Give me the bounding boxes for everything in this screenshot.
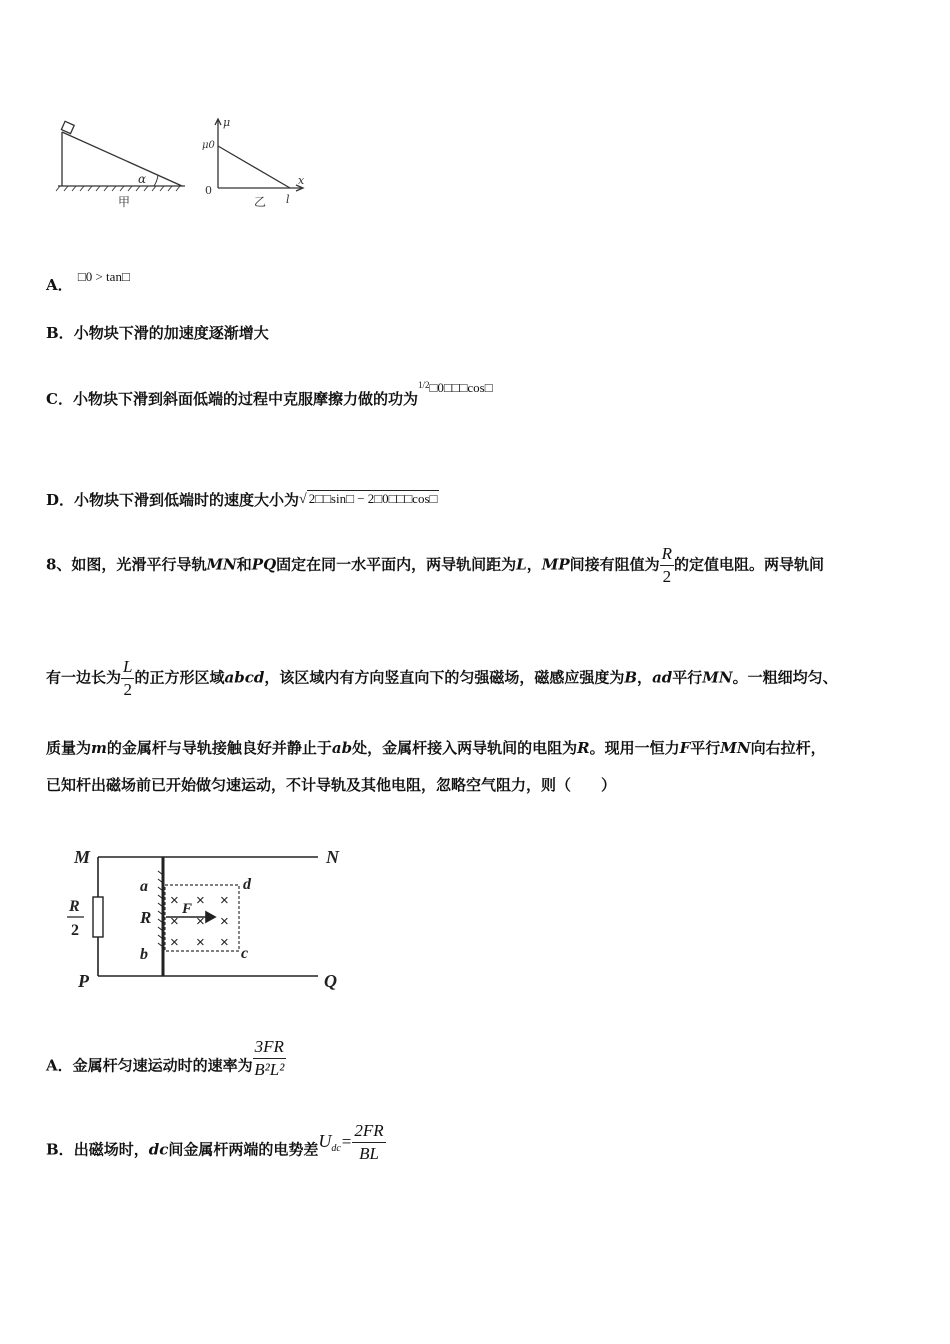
speed-fraction: $\frac{3FR}{\text{B²L²}}$ <box>254 1037 285 1079</box>
sqrt-sign-icon: √ <box>299 492 307 507</box>
q8-option-a <box>46 1037 286 1089</box>
symbol-mn: MN <box>206 555 237 574</box>
symbol-r: R <box>577 739 590 757</box>
symbol-pq: PQ <box>251 555 277 574</box>
q8-text: 的定值电阻。两导轨间 <box>674 555 825 574</box>
symbol-m: m <box>91 739 107 757</box>
x-axis-label: x <box>298 174 305 187</box>
symbol-u: U <box>318 1130 332 1151</box>
option-a-math: □0 > tan□ <box>77 269 130 284</box>
q8-text: 平行 <box>690 739 721 757</box>
q8-text: ， <box>637 668 653 687</box>
q8-text: 固定在同一水平面内，两导轨间距为 <box>276 555 517 574</box>
q8-text: 间接有阻值为 <box>569 555 660 574</box>
option-letter: A． <box>46 1056 73 1075</box>
svg-text:×: × <box>196 892 205 909</box>
q8-stem-line4: 已知杆出磁场前已开始做匀速运动，不计导轨及其他电阻，忽略空气阻力，则（ ） <box>46 776 617 794</box>
q8-text: 有一边长为 <box>46 668 122 687</box>
svg-text:×: × <box>170 913 179 930</box>
q7-option-b <box>46 323 269 343</box>
svg-text:×: × <box>196 913 205 930</box>
option-text: 出磁场时， <box>73 1140 149 1159</box>
q8-text: 的金属杆与导轨接触良好并静止于 <box>106 739 332 757</box>
q8-stem-line3 <box>46 738 826 758</box>
emf-fraction: $\frac{2FR}{BL}$ <box>354 1121 384 1163</box>
label-a: a <box>140 878 148 895</box>
q8-text: 质量为 <box>46 739 92 757</box>
option-letter: D． <box>46 491 75 509</box>
yi-label: 乙 <box>254 195 267 209</box>
q7-option-d <box>46 490 439 512</box>
q8-text: 8、如图，光滑平行导轨 <box>46 555 207 574</box>
fraction-r-over-2: $\frac{R}{2}$ <box>661 544 673 586</box>
svg-text:×: × <box>220 934 229 951</box>
resistor-value-den: 2 <box>71 922 79 939</box>
svg-text:×: × <box>170 892 179 909</box>
q7-option-c <box>46 380 493 411</box>
symbol-l: L <box>516 555 527 574</box>
option-d-math: 2□□sin□ − 2□0□□□cos□ <box>308 491 438 506</box>
q8-text: 和 <box>236 555 252 574</box>
incline-diagram <box>56 121 185 191</box>
q8-option-b <box>46 1121 386 1173</box>
friction-graph <box>215 119 303 191</box>
symbol-u-subscript: dc <box>331 1142 341 1154</box>
q8-text: 。一粗细均匀、 <box>732 668 838 687</box>
fraction-l-over-2: $\frac{L}{2}$ <box>123 657 133 699</box>
symbol-f: F <box>679 739 691 757</box>
q8-text: 处，金属杆接入两导轨间的电阻为 <box>352 739 578 757</box>
option-text: 间金属杆两端的电势差 <box>168 1140 319 1159</box>
label-d: d <box>243 876 251 893</box>
option-text: 小物块下滑到斜面低端的过程中克服摩擦力做的功为 <box>72 390 418 408</box>
option-letter: B． <box>46 1140 74 1159</box>
option-text: 小物块下滑的加速度逐渐增大 <box>73 324 269 342</box>
option-letter: B． <box>46 324 74 342</box>
label-c: c <box>241 945 249 962</box>
option-letter: A． <box>46 276 73 294</box>
symbol-mp: MP <box>541 555 570 574</box>
label-b: b <box>140 946 148 963</box>
label-p: P <box>78 971 89 991</box>
resistor-value-num: R <box>69 898 80 915</box>
svg-text:×: × <box>220 892 229 909</box>
jia-label: 甲 <box>118 195 131 209</box>
q8-text: 平行 <box>672 668 703 687</box>
option-text: 金属杆匀速运动时的速率为 <box>72 1056 253 1075</box>
figure-incline-and-friction-graph <box>50 110 320 215</box>
resistor-icon <box>93 897 103 937</box>
q8-text: 向右拉杆， <box>750 739 826 757</box>
angle-label: α <box>138 172 147 186</box>
svg-text:×: × <box>170 934 179 951</box>
option-text: 小物块下滑到低端时的速度大小为 <box>74 491 300 509</box>
symbol-mn: MN <box>720 739 751 757</box>
symbol-abcd: abcd <box>224 668 265 687</box>
mu0-label: μ0 <box>202 140 215 151</box>
q8-stem-line2 <box>46 656 838 701</box>
symbol-ad: ad <box>652 668 673 687</box>
q8-text: 的正方形区域 <box>134 668 225 687</box>
q7-option-a <box>46 269 130 296</box>
mu-axis-label: μ <box>223 116 231 129</box>
label-n: N <box>326 847 339 867</box>
option-c-coeff: 1/2 <box>417 380 430 390</box>
symbol-mn: MN <box>702 668 733 687</box>
symbol-dc: dc <box>148 1140 169 1159</box>
q8-stem-line1 <box>46 543 824 588</box>
origin-label: 0 <box>205 184 212 197</box>
field-crosses <box>170 892 229 951</box>
q8-text: 。现用一恒力 <box>589 739 680 757</box>
svg-text:×: × <box>220 913 229 930</box>
q8-text: ， <box>526 555 542 574</box>
option-letter: C． <box>46 390 73 408</box>
l-label: l <box>286 193 290 206</box>
label-f: F <box>182 901 193 917</box>
label-q: Q <box>324 971 337 991</box>
label-r-rod: R <box>140 908 152 927</box>
label-m: M <box>74 847 91 867</box>
figure-rails-circuit <box>60 825 360 1005</box>
symbol-b: B <box>624 668 638 687</box>
q8-text: ，该区域内有方向竖直向下的匀强磁场，磁感应强度为 <box>264 668 625 687</box>
equals-sign: = <box>341 1131 352 1151</box>
block-icon <box>61 121 74 133</box>
option-c-math: □0□□□cos□ <box>429 380 493 395</box>
symbol-ab: ab <box>331 739 353 757</box>
svg-text:×: × <box>196 934 205 951</box>
